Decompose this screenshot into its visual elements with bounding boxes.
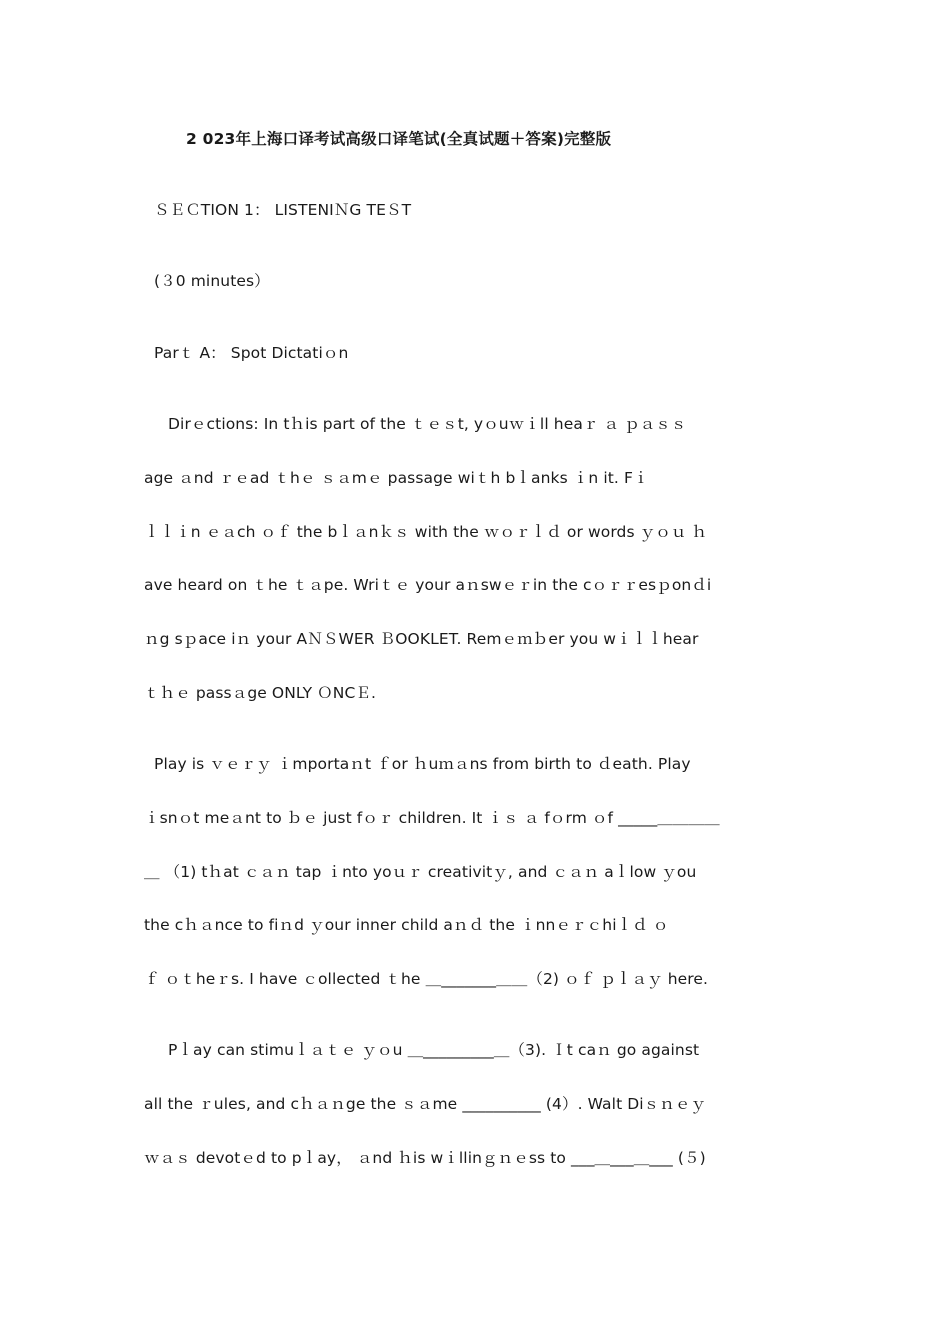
paragraph-line: the cｈａnce to fiｎd ｙour inner child aｎｄ the ｉnnｅｒｃhiｌｄ ｏ bbox=[144, 916, 669, 934]
paragraph-line: Pｌay can stimuｌａｔｅ ｙｏu ＿_________＿（3). Ｉt caｎ go against bbox=[168, 1041, 700, 1059]
part-heading: Parｔ A： Spot Dictatiｏn bbox=[154, 344, 349, 362]
section-heading: ＳＥＣTION 1： LISTENIＮG TEＳT bbox=[154, 201, 412, 219]
directions-line: ｔｈｅ passａge ONLY ＯNCＥ. bbox=[144, 684, 377, 702]
paragraph-line: all the ｒules, and cｈａｎge the ｓａme __________ (4）. Walt Diｓｎｅｙ bbox=[144, 1095, 707, 1113]
directions-line: ｎg sｐace iｎ your AＮＳWER ＢOOKLET. Remｅｍｂer you wｉｌｌhear bbox=[144, 630, 699, 648]
paragraph-line: ｆ ｏｔheｒs. I have ｃollected ｔhe ＿_______＿＿（2) ｏｆ ｐｌａｙ here. bbox=[144, 970, 709, 988]
document-title: 2 023年上海口译考试高级口译笔试(全真试题＋答案)完整版 bbox=[186, 130, 612, 148]
directions-line: age ａnd ｒｅad ｔhｅ ｓａmｅ passage wiｔh bｌanks ｉn it. Fｉ bbox=[144, 469, 649, 487]
directions-line: ave heard on ｔhe ｔａpe. Wriｔｅ your aｎswｅｒin the cｏｒｒesｐonｄi bbox=[144, 576, 712, 594]
paragraph-line: ｉsnｏt meａnt to ｂｅ just fｏｒ children. It ｉｓ ａ fｏrm ｏf _____＿＿＿＿ bbox=[144, 809, 720, 827]
directions-line: Dirｅctions: In tｈis part of the ｔｅｓt, yｏuｗｉll heaｒ ａ ｐａｓｓ bbox=[168, 415, 687, 433]
paragraph-line: Play is ｖｅｒｙ ｉmportaｎt ｆor ｈuｍａns from birth to ｄeath. Play bbox=[154, 755, 691, 773]
directions-line: ｌｌｉn ｅａch ｏｆ the bｌａnｋｓ with the ｗｏｒｌｄ or words ｙｏｕ ｈ bbox=[144, 523, 708, 541]
paragraph-line: ＿ （1) tｈat ｃａｎ tap ｉnto yoｕｒ creativitｙ, and ｃａｎ aｌlow ｙou bbox=[144, 863, 697, 881]
paragraph-line: ｗａｓ devotｅd to pｌay， ａnd ｈis wｉllinｇｎｅss to ___＿___＿___ (５) bbox=[144, 1149, 706, 1167]
duration-text: (３0 minutes） bbox=[154, 272, 270, 290]
